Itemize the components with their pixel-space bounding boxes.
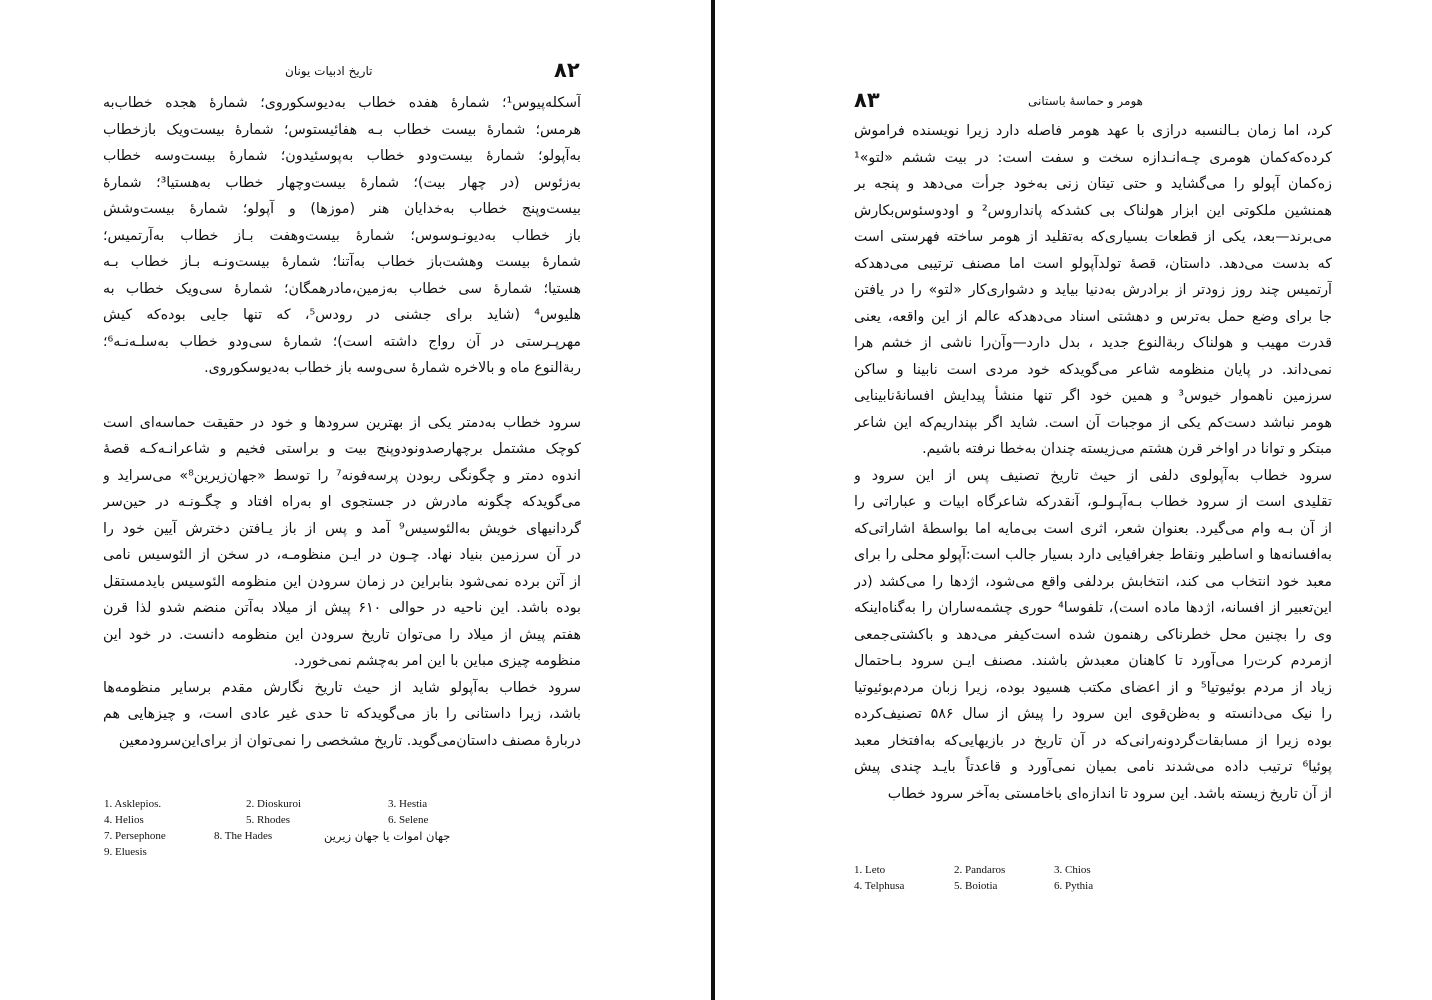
text-line: دربارهٔ مصنف داستان‌می‌گوید. تاریخ مشخصی را نمی‌توان از برای‌این‌سرودمعین — [118, 732, 581, 749]
left-page — [0, 0, 712, 1000]
text-line: کوچک مشتمل برچهارصدونودوپنج بیت و براستی فخیم و شاعرانـه‌کـه قصهٔ — [103, 441, 581, 457]
text-line: آسکله‌پیوس¹؛ شمارهٔ هفده خطاب به‌دیوسکوروی؛ شمارهٔ هجده خطاب‌به — [103, 95, 581, 111]
text-line: سرود خطاب به‌آپولوی دلفی از حیث تاریخ تصنیف پس از این سرود و — [854, 467, 1332, 484]
footnote: 4. Helios — [104, 814, 144, 826]
text-line: زه‌کمان آپولو را می‌گشاید و حتی تیتان زنی به‌خود جرأت می‌دهد و پنجه بر — [854, 176, 1332, 192]
body-text — [103, 90, 581, 754]
text-line: بوده زیرا از مسابقات‌گردونه‌رانی‌که در آن تاریخ در بازیهایی‌که به‌افتخار معبد — [854, 732, 1332, 749]
text-line: نمی‌داند. در پایان منظومه شاعر می‌گوید‌که خود مردی است نابینا و ساکن — [854, 361, 1332, 378]
footnote: 3. Chios — [1054, 864, 1091, 876]
text-line: مهرپـرستی در آن رواج داشته است)؛ شمارهٔ سی‌ودو خطاب به‌سلـه‌نـه⁶؛ — [103, 333, 581, 350]
text-line: را نیک می‌دانسته و به‌ظن‌قوی این سرود را پیش از سال ۵۸۶ تصنیف‌کرده — [854, 706, 1332, 722]
running-head: تاریخ ادبیات یونان — [285, 64, 373, 78]
footnote: 3. Hestia — [388, 798, 428, 810]
footnote: 5. Rhodes — [246, 814, 290, 826]
text-line: تقلیدی است از سرود خطاب بـه‌آپـولـو، آنقدرکه شاعرگاه ابیات و عباراتی را — [854, 494, 1332, 510]
text-line: سرود خطاب به‌آپولو شاید از حیث تاریخ نگارش مقدم برسایر منظومه‌ها — [103, 679, 581, 696]
text-line: که بدست می‌دهد. داستان، قصهٔ تولدآپولو است اما مصنف ترتیبی می‌دهد‌که — [854, 255, 1332, 272]
text-line: معبد خود انتخاب می کند، انتخابش بردلفی واقع می‌شود، اژدها را می‌کشد (در — [854, 573, 1332, 590]
text-line: سرود خطاب به‌دمتر یکی از بهترین سرودها و خود در حقیقت حماسه‌ای است — [103, 414, 581, 431]
footnote: 2. Pandaros — [954, 864, 1006, 876]
text-line: از آتن برده نمی‌شود بنابراین در زمان سرودن این منظومه الئوسیس باید‌مستقل — [103, 573, 581, 590]
text-line: زیاد از مردم بوئیوتیا⁵ و از اعضای مکتب هسیود بوده، زیرا زبان مردم‌بوئیوتیا — [854, 679, 1332, 696]
text-line: باز خطاب به‌دیونـوسوس؛ شمارهٔ بیست‌وهفت بـاز خطاب به‌آرتمیس؛ — [103, 227, 581, 244]
footnote: 2. Dioskuroi — [246, 798, 301, 810]
paragraph — [103, 410, 581, 675]
paragraph — [103, 90, 581, 382]
page-number: ۸۳ — [854, 88, 880, 112]
footnote: 8. The Hades — [214, 830, 273, 842]
text-line: هستیا؛ شمارهٔ سی خطاب به‌زمین،مادرهمگان؛ شمارهٔ سی‌ویک خطاب به — [103, 280, 581, 297]
text-line: بیست‌وپنج خطاب به‌خدایان هنر (موزها) و آپولو؛ شمارهٔ بیست‌وشش — [103, 201, 581, 217]
footnotes — [104, 796, 450, 860]
text-line: ربةالنوع ماه و بالاخره شمارهٔ سی‌وسه باز خطاب به‌دیوسکوروی. — [204, 360, 581, 376]
text-line: به‌آپولو؛ شمارهٔ بیست‌ودو خطاب به‌پوسئیدون؛ شمارهٔ بیست‌وسه خطاب — [103, 148, 581, 164]
footnote: 1. Leto — [854, 864, 886, 876]
text-line: منظومه چیزی مباین با این امر به‌چشم نمی‌خورد. — [293, 653, 581, 669]
text-line: پوئیا⁶ ترتیب داده می‌شدند نامی بمیان نمی‌آورد و قاعدتاً بایـد چندی پیش — [854, 759, 1332, 775]
text-line: وی را بچنین محل خطرناکی رهنمون شده است‌کیفر می‌دهد و باکشتی‌جمعی — [854, 626, 1332, 643]
text-line: آرتمیس چند روز زودتر از برادرش به‌دنیا بیاید و دشواری‌کار «لتو» را در یافتن — [854, 282, 1332, 298]
text-line: سرزمین ناهموار خیوس³ و همین خود اگر تنها منشأ پیدایش افسانهٔ‌نابینایی — [854, 388, 1332, 404]
paragraph — [854, 118, 1332, 463]
book-spine — [711, 0, 715, 1000]
text-line: می‌برند—بعد، یکی از قطعات بسیاری‌که به‌تقلید از هومر ساخته فهرستی است — [854, 229, 1332, 245]
text-line: اندوه دمتر و چگونگی ربودن پرسه‌فونه⁷ را توسط «جهان‌زیرین⁸» می‌سراید و — [103, 467, 581, 484]
paragraph — [103, 675, 581, 755]
footnote: 6. Pythia — [1054, 880, 1094, 892]
text-line: از آن بـه وام می‌گیرد. بعنوان شعر، اثری است بی‌مایه اما بواسطهٔ اشاراتی‌که — [854, 520, 1332, 537]
text-line: بوده باشد. این ناحیه در حوالی ۶۱۰ پیش از میلاد به‌آتن منضم شدو لذا قرن — [103, 600, 581, 616]
text-line: شمارهٔ بیست وهشت‌باز خطاب به‌آتنا؛ شمارهٔ بیست‌ونـه بـاز خطاب بـه — [103, 254, 581, 270]
running-head: هومر و حماسهٔ باستانی — [1028, 94, 1143, 108]
text-line: به‌افسانه‌ها و اساطیر ونقاط جغرافیایی دارد بسیار جالب است:آپولو محلی را برای — [854, 547, 1332, 563]
text-line: هلیوس⁴ (شاید برای جشنی در رودس⁵، که تنها جایی بوده‌که کیش — [103, 307, 581, 323]
text-line: به‌زئوس (در چهار بیت)؛ شمارهٔ بیست‌وچهار خطاب به‌هستیا³؛ شمارهٔ — [103, 174, 581, 191]
text-line: در آن سرزمین بنیاد نهاد. چـون در ایـن منظومـه، در سخن از الئوسیس نامی — [103, 547, 581, 563]
footnote: 7. Persephone — [104, 830, 166, 842]
paragraph — [854, 463, 1332, 808]
text-line: کرده‌که‌کمان هومری چـه‌انـدازه سخت و سفت است: در بیت ششم «لتو»¹ — [854, 149, 1332, 166]
text-line: هرمس؛ شمارهٔ بیست خطاب بـه هفائیستوس؛ شمارهٔ بیست‌ویک بازخطاب — [103, 121, 581, 138]
text-line: گردانیهای خویش به‌الئوسیس⁹ آمد و پس از باز یـافتن دخترش آیین خود را — [103, 520, 581, 537]
text-line: مبتکر و توانا در اواخر قرن هشتم می‌زیسته چندان به‌خطا نرفته باشیم. — [922, 441, 1332, 457]
text-line: این‌تعبیر از افسانه، اژدها ماده است)، تلفوسا⁴ حوری چشمه‌ساران را به‌گناه‌اینکه — [854, 600, 1332, 616]
text-line: می‌گوید‌که چگونه مادرش در جستجوی او به‌راه افتاد و چگـونـه در حین‌سر‌ — [103, 494, 581, 510]
text-line: جا برای وضع حمل به‌ترس و دهشتی اسناد می‌دهد‌که عالم از این واقعه، یعنی — [854, 308, 1332, 325]
text-line: ازمردم کرت‌را می‌آورد تا کاهنان معبدش باشند. مصنف ایـن سرود بـاحتمال — [854, 653, 1332, 669]
body-text — [854, 118, 1332, 807]
footnote: جهان اموات یا جهان زیرین — [324, 829, 451, 843]
footnote: 6. Selene — [388, 814, 429, 826]
text-line: هفتم پیش از میلاد را می‌توان تاریخ سرودن این منظومه دانست. در خود این — [103, 626, 581, 643]
footnote: 9. Eluesis — [104, 846, 147, 858]
footnote: 4. Telphusa — [854, 880, 905, 892]
page-number: ۸۲ — [554, 58, 580, 82]
footnote: 1. Asklepios. — [104, 798, 162, 810]
text-line: هومر نباشد دست‌کم یکی از موجبات آن است. شاید اگر بپنداریم‌که این شاعر — [854, 414, 1332, 431]
text-line: باشد، زیرا داستانی را باز می‌گوید‌که تا حدی غیر عادی است، و چیزهایی هم — [103, 706, 581, 722]
text-line: قدرت مهیب و هولناک ربةالنوع جدید ، بدل دارد—وآن‌را ناشی از خشم هرا — [854, 335, 1332, 351]
text-line: کرد، اما زمان بـالنسبه درازی با عهد هومر فاصله دارد زیرا نویسنده فراموش — [854, 123, 1332, 139]
text-line: همنشین ملکوتی این ابزار هولناک بی کشد‌که پانداروس² و اودوسئوس‌بکارش — [854, 202, 1332, 219]
right-page — [716, 0, 1432, 1000]
text-line: از آن تاریخ زیسته باشد. این سرود تا اندازه‌ای باخامستی به‌آخر سرود خطاب — [887, 785, 1332, 802]
footnotes — [854, 862, 1093, 894]
footnote: 5. Boiotia — [954, 880, 998, 892]
